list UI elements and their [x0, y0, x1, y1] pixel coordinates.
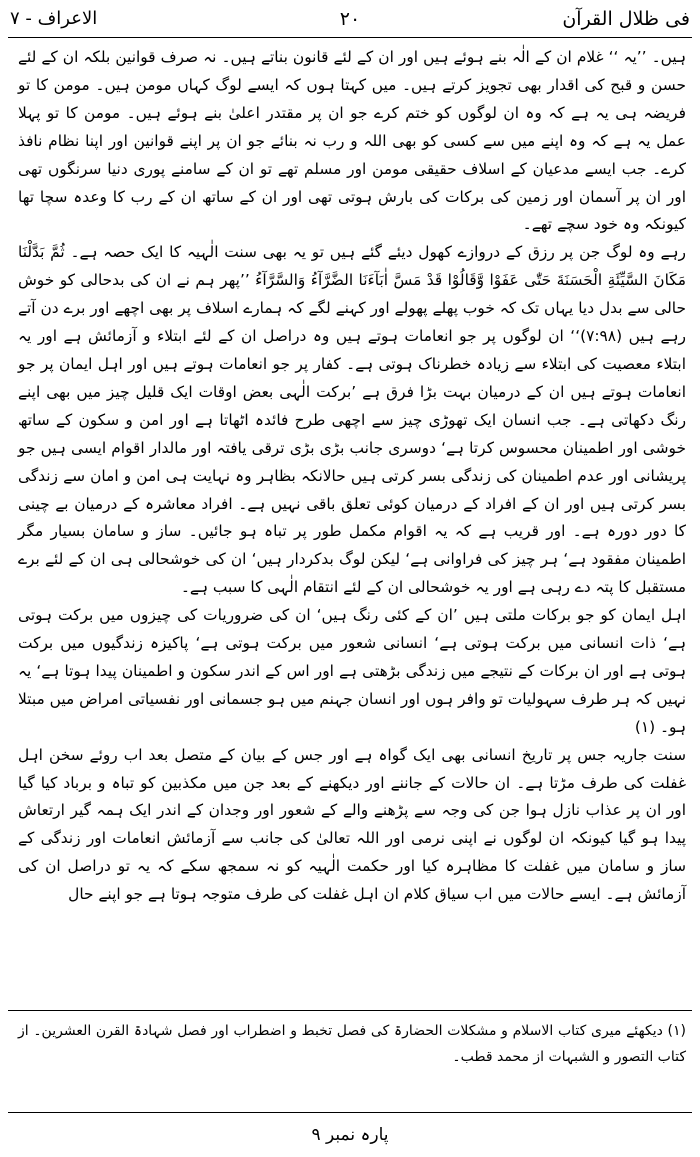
- paragraph-2: رہے وہ لوگ جن پر رزق کے دروازے کھول دیئے گئے ہیں تو یہ بھی سنت الٰہیہ کا ایک حصہ ہے۔ ثُمَّ بَدَّلْنَا مَكَانَ السَّيِّئَةِ الْحَسَنَةَ حَتّٰى عَفَوْا وَّقَالُوْا قَدْ مَسَّ اٰبَآءَنَا الضَّرَّآءُ وَالسَّرَّآءُ ’’پھر ہم نے ان کی بدحالی کو خوش حالی سے بدل دیا یہاں تک کہ خوب پھلے پھولے اور کہنے لگے کہ ہمارے اسلاف پر بھی اچھے اور برے دن آتے رہے ہیں (۷:۹۸)‘‘ ان لوگوں پر جو انعامات ہوتے ہیں وہ دراصل ان کے لئے ابتلاء و آزمائش ہے اور یہ ابتلاء معصیت کی ابتلاء سے زیادہ خطرناک ہوتی ہے۔ کفار پر جو انعامات ہوتے ہیں اور اہل ایمان پر جو انعامات ہوتے ہیں ان کے درمیان بہت بڑا فرق ہے ’برکت الٰہی بعض اوقات ایک قلیل چیز میں بھی اپنے رنگ دکھاتی ہے۔ جب انسان ایک تھوڑی چیز سے اچھی طرح فائدہ اٹھاتا ہے اور امن و سکون کے ساتھ خوشی اور اطمینان محسوس کرتا ہے‘ دوسری جانب بڑی بڑی ترقی یافتہ اور مالدار اقوام ایسی ہیں جو پریشانی اور عدم اطمینان کی زندگی بسر کرتی ہیں حالانکہ بظاہر وہ نہایت ہی امن و امان سے زندگی بسر کرتی ہیں اور ان کے افراد کے درمیان کوئی تعلق باقی نہیں ہے۔ افراد معاشرہ کے درمیان بے چینی کا دور دورہ ہے۔ اور قریب ہے کہ یہ اقوام مکمل طور پر تباہ ہو جائیں۔ ساز و سامان بسیار مگر اطمینان مفقود ہے‘ ہر چیز کی فراوانی ہے‘ لیکن لوگ بدکردار ہیں‘ ان کی خوشحالی ہی ان کے لئے برے مستقبل کا پتہ دے رہی ہے اور یہ خوشحالی ان کے لئے انتقام الٰہی کا سبب ہے۔: [18, 243, 686, 597]
- page-number: ۲۰: [339, 8, 361, 30]
- footer-rule: [8, 1112, 692, 1113]
- main-text: [18, 44, 686, 909]
- juz-label: پارہ نمبر ۹: [311, 1125, 389, 1145]
- page-header: [10, 8, 690, 34]
- paragraph-3: اہل ایمان کو جو برکات ملتی ہیں ’ان کے کئی رنگ ہیں‘ ان کی ضروریات کی چیزوں میں برکت ہوتی ہے‘ ذات انسانی میں برکت ہوتی ہے‘ انسانی شعور میں برکت ہوتی ہے‘ پاکیزہ زندگیوں میں برکت ہوتی ہے اور ان برکات کے نتیجے میں زندگی بڑھتی ہے اور اس کے اندر سکون و اطمینان پیدا ہوتا ہے‘ یہ نہیں کہ ہر طرف سہولیات تو وافر ہوں اور انسان جہنم میں ہو جسمانی اور نفسیاتی امراض میں مبتلا ہو۔ (۱): [18, 606, 686, 736]
- paragraph-4: سنت جاریہ جس پر تاریخ انسانی بھی ایک گواہ ہے اور جس کے بیان کے متصل بعد اب روئے سخن اہل غفلت کی طرف مڑتا ہے۔ ان حالات کے جاننے اور دیکھنے کے بعد جن میں مکذبین کو تباہ و برباد کیا گیا اور ان پر عذاب نازل ہوا جن کی وجہ سے پڑھنے والے کے شعور اور وجدان کے اندر ایک ہمہ گیر ارتعاش پیدا ہو گیا کیونکہ ان لوگوں نے اپنی نرمی اور اللہ تعالیٰ کی جانب سے آزمائش انعامات اور زندگی کے ساز و سامان میں غفلت کا مظاہرہ کیا اور حکمت الٰہیہ کو نہ سمجھ سکے کہ یہ تو دراصل ان کی آزمائش ہے۔ ایسے حالات میں اب سیاق کلام ان اہل غفلت کی طرف متوجہ ہوتا ہے جو اپنے حال: [18, 745, 686, 904]
- paragraph-1: ہیں۔ ’’یہ ‘‘ غلام ان کے الٰہ بنے ہوئے ہیں اور ان کے لئے قانون بناتے ہیں۔ نہ صرف قوانین بلکہ ان کے لئے حسن و قبح کی اقدار بھی تجویز کرتے ہیں۔ میں کہتا ہوں کہ ایسے لوگ کہاں مومن ہیں۔ مومن کا تو فریضہ ہی یہ ہے کہ وہ ان لوگوں کو ختم کرے جو ان پر مقتدر اعلیٰ بنے ہوئے ہیں۔ مومن کا تو پہلا عمل یہ ہے کہ وہ اپنے میں سے کسی کو بھی اللہ و رب نہ بنائے جو ان پر اپنے قوانین اور اپنا نظام نافذ کرے۔ جب ایسے مدعیان کے اسلاف حقیقی مومن اور مسلم تھے تو ان کے سامنے پوری دنیا سرنگوں تھی اور ان پر آسمان اور زمین کی برکات کی بارش ہوتی تھی اور ان کے ساتھ ان کے رب کا وعدہ سچا تھا کیونکہ وہ خود سچے تھے۔: [18, 48, 686, 234]
- book-title: فی ظلال القرآن: [562, 8, 690, 30]
- surah-name: الاعراف - ۷: [10, 8, 98, 29]
- footnote-rule: [8, 1010, 692, 1011]
- header-rule: [8, 37, 692, 38]
- footnote: (۱) دیکھئے میری کتاب الاسلام و مشکلات الحضارۃ کی فصل تخبط و اضطراب اور فصل شہادۃ القرن العشرین۔ از کتاب التصور و الشبہات از محمد قطب۔: [18, 1023, 686, 1065]
